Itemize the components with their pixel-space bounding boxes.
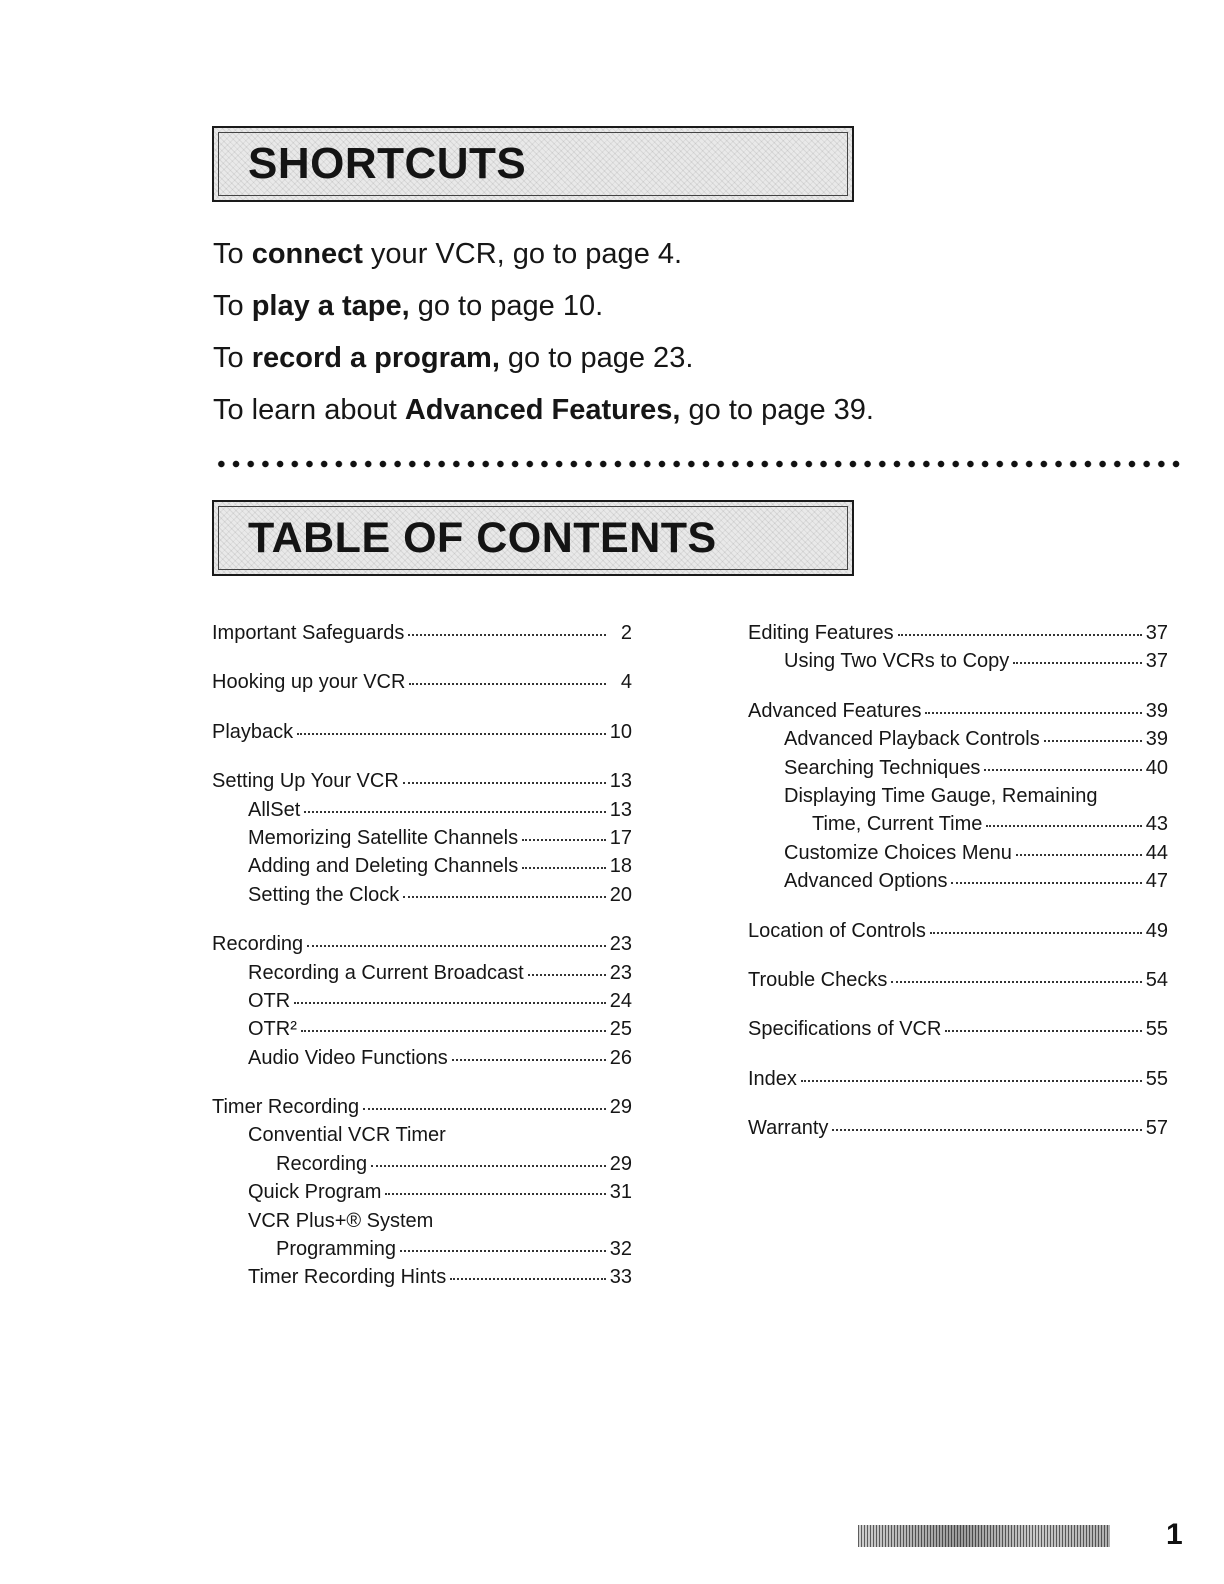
toc-entry-page: 32 [609,1238,632,1261]
shortcut-keyword: play a tape, [251,290,410,322]
toc-entry[interactable] [748,728,1168,756]
toc-entry-label: OTR [248,989,291,1012]
toc-entry[interactable] [748,700,1168,728]
toc-entry-page: 25 [609,1018,632,1041]
toc-entry-label: Programming [276,1238,397,1261]
toc-entry-page: 4 [620,671,632,694]
toc-entry-label: Convential VCR Timer [248,1124,446,1147]
toc-dot-leader [986,824,1141,827]
shortcut-line-record [213,342,693,375]
toc-section [748,700,1168,899]
toc-entry[interactable] [748,1117,1168,1145]
shortcut-text: go to page 39. [680,394,874,426]
toc-entry-label: Timer Recording Hints [248,1266,447,1289]
toc-section [212,721,632,749]
toc-entry[interactable] [212,1210,632,1238]
toc-entry-page: 44 [1145,841,1168,864]
toc-dot-leader [307,944,606,947]
page-number: 1 [1166,1518,1183,1551]
shortcut-text: To [213,290,252,322]
toc-entry-page: 54 [1145,968,1168,991]
toc-dot-leader [1044,739,1142,742]
toc-dot-leader [891,980,1141,983]
toc-entry-page: 23 [609,933,632,956]
toc-entry-label: Recording [276,1152,368,1175]
toc-section [212,933,632,1075]
toc-entry-label: Recording [212,933,304,956]
toc-right-column [748,622,1168,1166]
toc-left-column [212,622,632,1316]
toc-section [748,969,1168,997]
toc-dot-leader [450,1277,606,1280]
toc-entry-page: 33 [609,1266,632,1289]
toc-entry-label: Trouble Checks [748,968,888,991]
toc-section [212,671,632,699]
toc-entry-label: Audio Video Functions [248,1046,448,1069]
toc-dot-leader [363,1107,606,1110]
toc-dot-leader [522,838,606,841]
toc-entry[interactable] [212,855,632,883]
toc-dot-leader [984,768,1141,771]
toc-entry[interactable] [212,1153,632,1181]
toc-entry[interactable] [212,1238,632,1266]
toc-dot-leader [898,633,1142,636]
toc-dot-leader [385,1192,605,1195]
toc-entry-label: Adding and Deleting Channels [248,855,519,878]
toc-section [748,920,1168,948]
toc-entry-page: 31 [609,1181,632,1204]
toc-section [748,622,1168,679]
toc-entry-page: 18 [609,855,632,878]
toc-entry-page: 29 [609,1152,632,1175]
toc-section [212,622,632,650]
toc-entry-page: 23 [609,961,632,984]
toc-entry[interactable] [212,884,632,912]
toc-entry[interactable] [212,1124,632,1152]
toc-dot-leader [452,1058,606,1061]
shortcut-line-play [213,290,603,323]
toc-entry-page: 26 [609,1046,632,1069]
toc-entry[interactable] [212,622,632,650]
toc-entry[interactable] [212,962,632,990]
toc-entry-page: 29 [609,1096,632,1119]
toc-entry[interactable] [748,920,1168,948]
toc-entry-page: 43 [1145,813,1168,836]
toc-dot-leader [930,931,1142,934]
toc-entry-label: Index [748,1067,797,1090]
toc-entry-page: 40 [1145,756,1168,779]
toc-entry-page: 2 [620,622,632,644]
toc-dot-leader [409,682,606,685]
toc-entry-label: AllSet [248,798,301,821]
toc-dot-leader [297,732,606,735]
toc-entry-label: Using Two VCRs to Copy [784,650,1010,673]
toc-entry[interactable] [748,813,1168,841]
toc-dot-leader [403,781,606,784]
toc-entry-page: 39 [1145,728,1168,751]
toc-entry-label: Customize Choices Menu [784,841,1012,864]
toc-entry-page: 39 [1145,699,1168,722]
shortcut-line-connect [213,238,682,271]
toc-entry-label: Quick Program [248,1181,382,1204]
toc-entry-page: 47 [1145,870,1168,893]
toc-entry-page: 10 [609,720,632,743]
toc-entry-label: Setting Up Your VCR [212,770,399,793]
toc-entry[interactable] [748,622,1168,650]
toc-entry-page: 57 [1145,1117,1168,1140]
toc-dot-leader [408,633,606,636]
toc-section [748,1117,1168,1145]
toc-entry[interactable] [748,757,1168,785]
toc-entry-label: Hooking up your VCR [212,671,406,694]
toc-dot-leader [832,1128,1141,1131]
toc-dot-leader [294,1001,606,1004]
shortcut-text: go to page 23. [499,342,694,374]
toc-dot-leader [400,1249,606,1252]
toc-dot-leader [925,711,1141,714]
toc-entry-page: 55 [1145,1018,1168,1041]
shortcut-text: To [213,238,252,270]
shortcut-line-advanced [213,394,874,427]
toc-entry[interactable] [212,933,632,961]
footer-decorative-bar [858,1525,1110,1547]
toc-entry[interactable] [748,650,1168,678]
toc-entry-page: 37 [1145,650,1168,673]
toc-dot-leader [304,810,606,813]
toc-dot-leader [403,895,606,898]
shortcuts-banner [212,126,854,202]
toc-entry[interactable] [212,1018,632,1046]
toc-entry-page: 37 [1145,622,1168,644]
toc-entry[interactable] [212,770,632,798]
toc-entry-page: 55 [1145,1067,1168,1090]
toc-dot-leader [522,866,606,869]
dotted-separator [214,458,1180,470]
toc-dot-leader [1013,661,1141,664]
shortcut-text: To [213,342,252,374]
toc-dot-leader [801,1079,1142,1082]
toc-entry-label: Advanced Features [748,699,922,722]
toc-entry[interactable] [212,799,632,827]
shortcut-keyword: connect [251,238,363,270]
toc-entry-label: Location of Controls [748,919,926,942]
toc-entry[interactable] [212,1096,632,1124]
toc-entry[interactable] [748,1068,1168,1096]
shortcuts-title: SHORTCUTS [248,139,527,188]
toc-entry-label: Important Safeguards [212,622,405,644]
toc-entry-label: Searching Techniques [784,756,981,779]
toc-entry[interactable] [748,969,1168,997]
toc-entry[interactable] [212,990,632,1018]
shortcut-keyword: record a program, [251,342,500,374]
toc-entry[interactable] [748,785,1168,813]
toc-entry-label: VCR Plus+® System [248,1209,434,1232]
toc-section [212,770,632,912]
toc-entry[interactable] [212,1047,632,1075]
toc-section [212,1096,632,1295]
shortcut-text: your VCR, go to page 4. [362,238,683,270]
toc-entry[interactable] [212,671,632,699]
toc-entry-label: OTR² [248,1018,297,1041]
toc-entry[interactable] [748,1018,1168,1046]
toc-entry[interactable] [212,1266,632,1294]
toc-section [748,1018,1168,1046]
toc-entry-label: Playback [212,720,294,743]
toc-section [748,1068,1168,1096]
toc-title: TABLE OF CONTENTS [248,513,717,562]
toc-entry[interactable] [748,870,1168,898]
toc-dot-leader [951,881,1141,884]
toc-entry[interactable] [748,842,1168,870]
toc-entry-label: Memorizing Satellite Channels [248,826,519,849]
toc-dot-leader [301,1029,606,1032]
toc-entry-label: Time, Current Time [812,813,983,836]
shortcut-text: go to page 10. [409,290,604,322]
toc-banner [212,500,854,576]
toc-entry[interactable] [212,1181,632,1209]
toc-entry-page: 20 [609,883,632,906]
toc-entry-label: Advanced Playback Controls [784,728,1040,751]
toc-dot-leader [945,1029,1141,1032]
toc-entry-page: 49 [1145,919,1168,942]
toc-entry-label: Specifications of VCR [748,1018,942,1041]
toc-entry-page: 13 [609,798,632,821]
toc-entry[interactable] [212,827,632,855]
toc-entry-page: 17 [609,826,632,849]
toc-entry-label: Recording a Current Broadcast [248,961,524,984]
toc-entry[interactable] [212,721,632,749]
toc-dot-leader [371,1164,606,1167]
toc-entry-label: Setting the Clock [248,883,400,906]
toc-entry-label: Timer Recording [212,1096,360,1119]
toc-dot-leader [528,973,606,976]
toc-entry-label: Displaying Time Gauge, Remaining [784,784,1098,807]
toc-entry-label: Advanced Options [784,870,948,893]
toc-entry-label: Warranty [748,1117,829,1140]
shortcut-keyword: Advanced Features, [404,394,681,426]
toc-dot-leader [1016,853,1142,856]
toc-entry-page: 24 [609,989,632,1012]
shortcut-text: To learn about [213,394,405,426]
toc-entry-label: Editing Features [748,622,894,644]
toc-entry-page: 13 [609,770,632,793]
